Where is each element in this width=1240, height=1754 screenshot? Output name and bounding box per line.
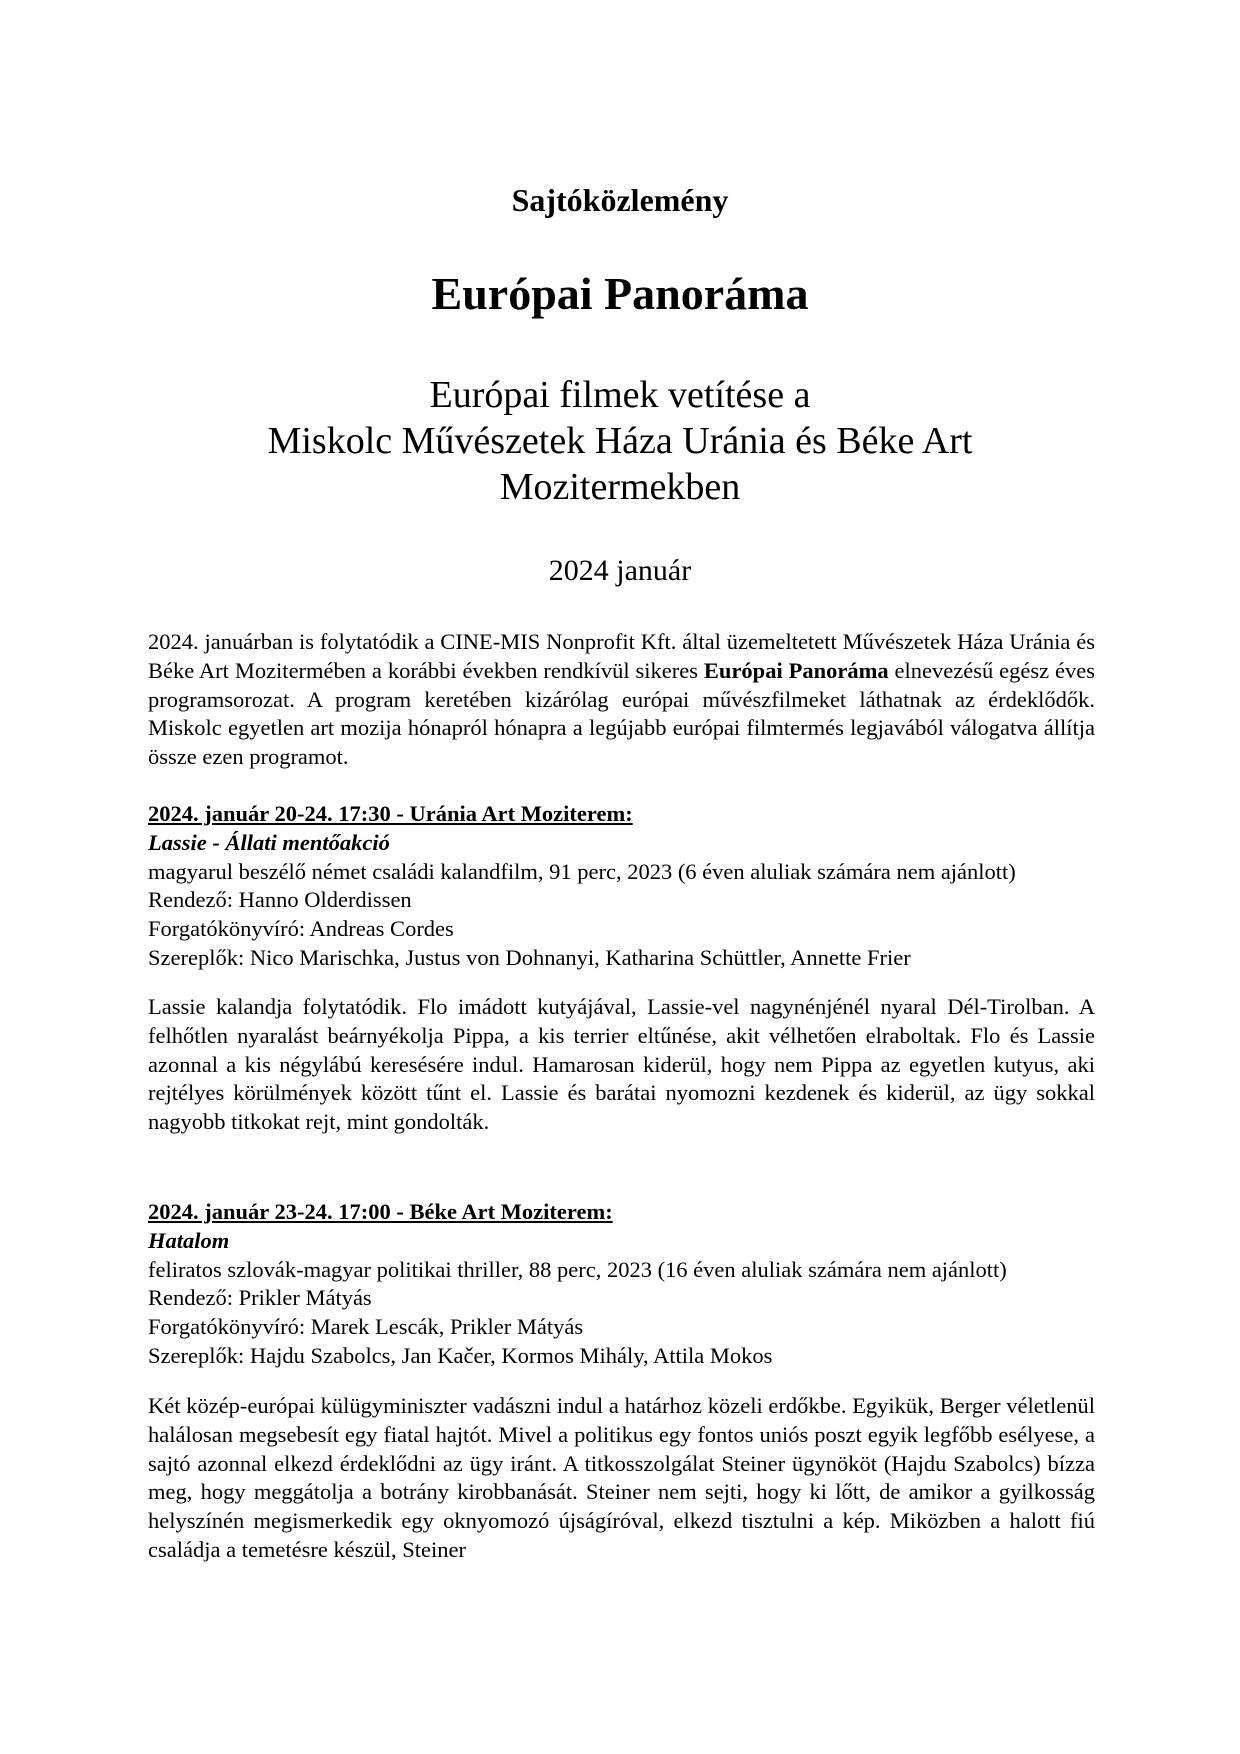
film-director: Rendező: Prikler Mátyás (148, 1285, 372, 1311)
screening-heading: 2024. január 23-24. 17:00 - Béke Art Moziterem: (148, 1199, 613, 1224)
intro-paragraph (148, 628, 1095, 772)
intro-text: 2024. januárban is folytatódik a CINE-MIS Nonprofit Kft. által üzemeltetett Művészetek Háza Uránia és Béke Art Mozitermében a korábbi években rendkívül sikeres (148, 629, 1095, 683)
subtitle-line: Mozitermekben (499, 466, 741, 508)
film-title: Lassie - Állati mentőakció (148, 829, 390, 855)
film-cast: Szereplők: Hajdu Szabolcs, Jan Kačer, Kormos Mihály, Attila Mokos (148, 1342, 773, 1368)
film-info: feliratos szlovák-magyar politikai thriller, 88 perc, 2023 (16 éven aluliak számára nem ajánlott) (148, 1256, 1007, 1282)
film-info: magyarul beszélő német családi kalandfilm, 91 perc, 2023 (6 éven aluliak számára nem ajánlott) (148, 858, 1016, 884)
subtitle-line: Európai filmek vetítése a (429, 374, 811, 416)
page-title: Európai Panoráma (431, 268, 809, 319)
film-writer: Forgatókönyvíró: Marek Lescák, Prikler Mátyás (148, 1314, 584, 1340)
film-synopsis: Lassie kalandja folytatódik. Flo imádott kutyájával, Lassie-vel nagynénjénél nyaral Dél-Tirolban. A felhőtlen nyaralást beárnyékolja Pippa, a kis terrier eltűnése, akit vélhetően elraboltak. Flo és Lassie azonnal a kis négylábú keresésére indul. Hamarosan kiderül, hogy nem Pippa az egyetlen kutyus, aki rejtélyes körülmények között tűnt el. Lassie és barátai nyomozni kezdenek és kiderül, az ügy sokkal nagyobb titkokat rejt, mint gondolták. (148, 994, 1095, 1135)
subtitle (0, 372, 1240, 510)
screening-2 (148, 1198, 1095, 1371)
release-date: 2024 január (548, 554, 692, 587)
program-name: Európai Panoráma (703, 657, 889, 683)
film-title: Hatalom (148, 1227, 230, 1253)
screening-1 (148, 800, 1095, 973)
film-synopsis: Két közép-európai külügyminiszter vadászni indul a határhoz közeli erdőkbe. Egyikük, Berger véletlenül halálosan megsebesít egy fiatal hajtót. Mivel a politikus egy fontos uniós poszt egyik legfőbb esélyese, a sajtó azonnal elkezd érdeklődni az ügy iránt. A titkosszolgálat Steiner ügynököt (Hajdu Szabolcs) bízza meg, hogy meggátolja a botrány kirobbanását. Steiner nem sejti, hogy ki lőtt, de amikor a gyilkosság helyszínén megismerkedik egy oknyomozó újságíróval, elkezd tisztulni a kép. Miközben a halott fiú családja a temetésre készül, Steiner (148, 1393, 1095, 1562)
subtitle-line: Miskolc Művészetek Háza Uránia és Béke Art (267, 420, 973, 462)
document-type: Sajtóközlemény (511, 182, 729, 218)
intro-text-rest: elnevezésű egész éves programsorozat. A program keretében kizárólag európai művészfilmeket láthatnak az érdeklődők. Miskolc egyetlen art mozija hónapról hónapra a legújabb európai filmtermés legjavából válogatva állítja össze ezen programot. (148, 657, 1095, 770)
film-writer: Forgatókönyvíró: Andreas Cordes (148, 916, 454, 942)
screening-heading: 2024. január 20-24. 17:30 - Uránia Art Moziterem: (148, 801, 633, 826)
film-director: Rendező: Hanno Olderdissen (148, 887, 412, 913)
film-cast: Szereplők: Nico Marischka, Justus von Dohnanyi, Katharina Schüttler, Annette Frier (148, 944, 911, 970)
